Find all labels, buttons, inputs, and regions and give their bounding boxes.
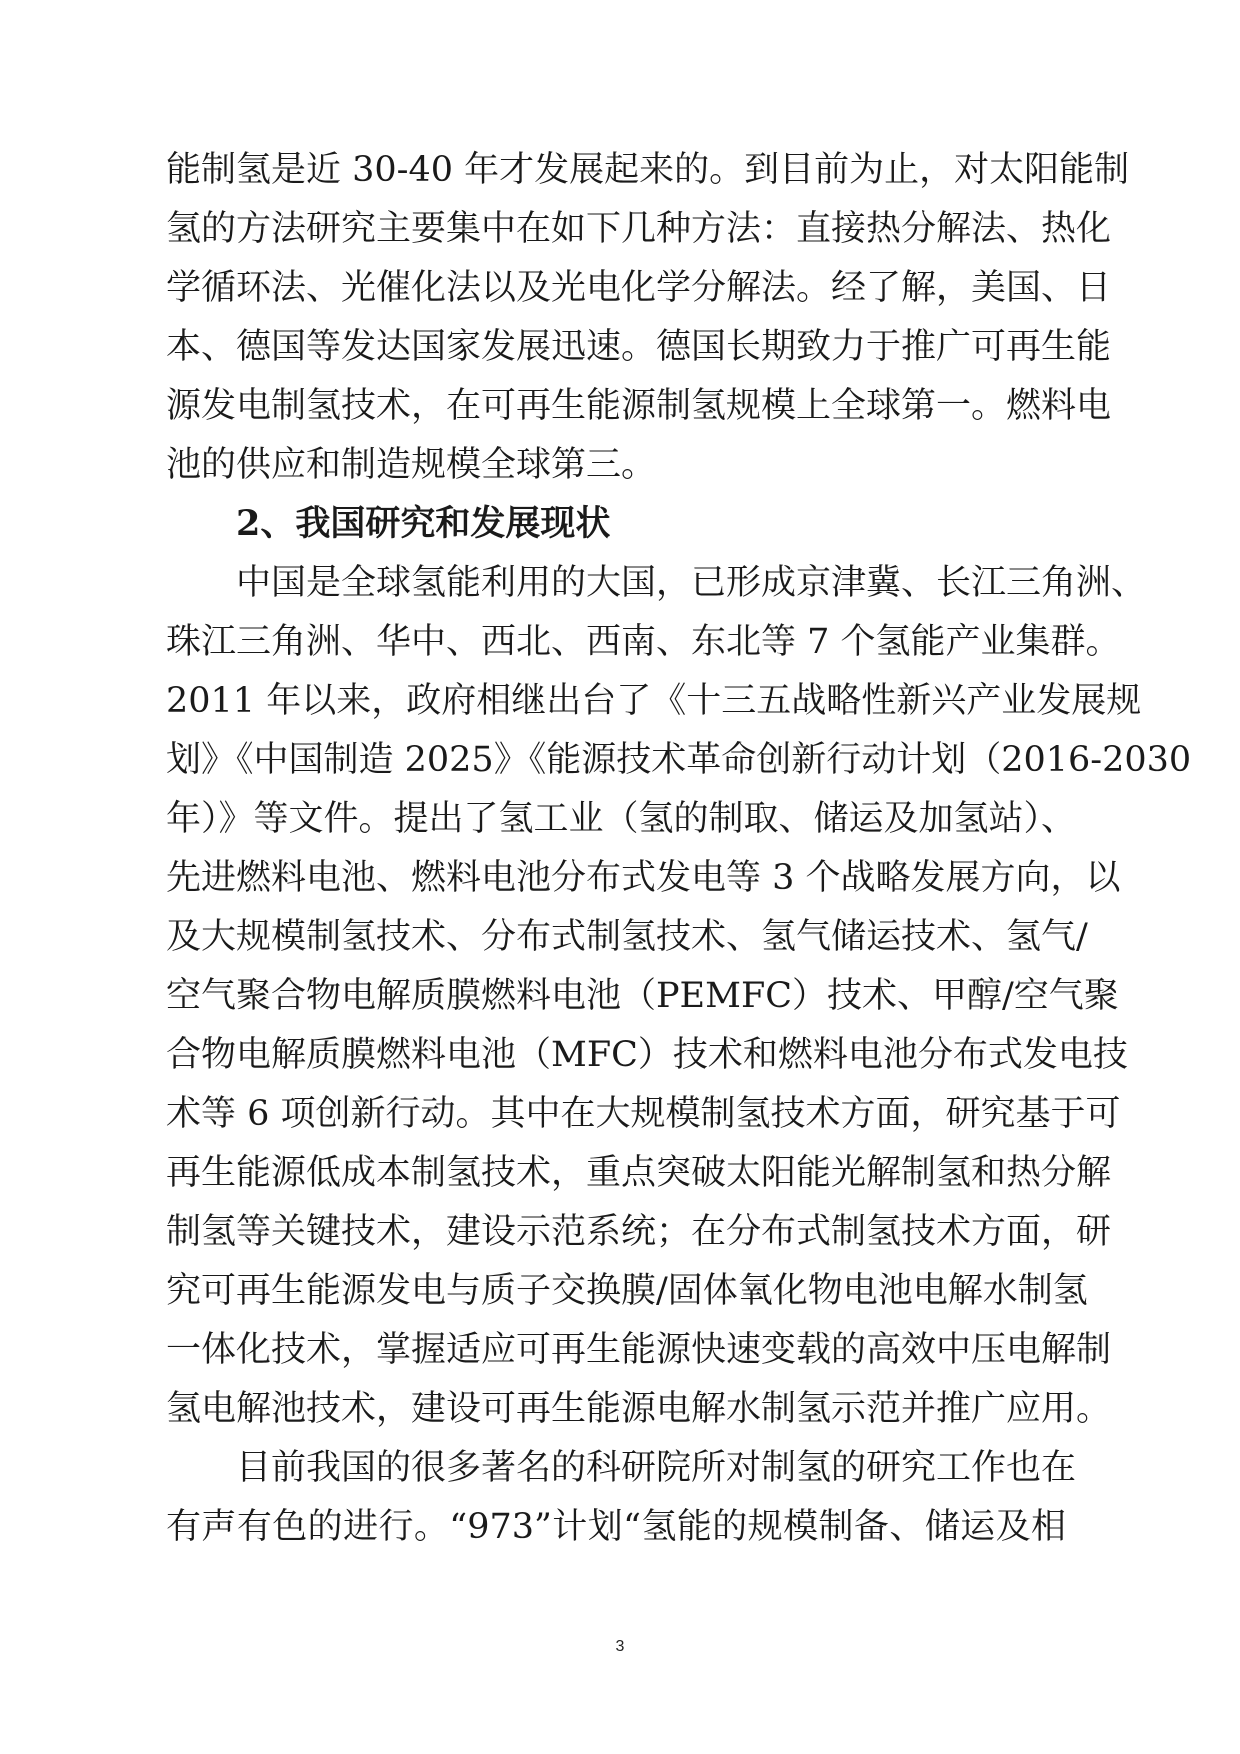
paragraph-3-line: 目前我国的很多著名的科研院所对制氢的研究工作也在: [236, 1448, 1077, 1488]
paragraph-2-line: 及大规模制氢技术、分布式制氢技术、氢气储运技术、氢气/: [166, 917, 1088, 957]
paragraph-2-line: 划》《中国制造 2025》《能源技术革命创新行动计划（2016-2030: [166, 740, 1192, 780]
paragraph-2-line: 制氢等关键技术，建设示范系统；在分布式制氢技术方面，研: [166, 1212, 1112, 1252]
paragraph-2-line: 珠江三角洲、华中、西北、西南、东北等 7 个氢能产业集群。: [166, 622, 1121, 662]
paragraph-1-line: 学循环法、光催化法以及光电化学分解法。经了解，美国、日: [166, 268, 1112, 308]
paragraph-2-line: 中国是全球氢能利用的大国，已形成京津冀、长江三角洲、: [236, 563, 1147, 603]
paragraph-1-line: 氢的方法研究主要集中在如下几种方法：直接热分解法、热化: [166, 209, 1112, 249]
paragraph-2-line: 年）》等文件。提出了氢工业（氢的制取、储运及加氢站）、: [166, 799, 1077, 839]
paragraph-1-line: 池的供应和制造规模全球第三。: [166, 445, 657, 485]
paragraph-2-line: 2011 年以来，政府相继出台了《十三五战略性新兴产业发展规: [166, 681, 1142, 721]
paragraph-1-line: 能制氢是近 30-40 年才发展起来的。到目前为止，对太阳能制: [166, 150, 1130, 190]
paragraph-1-line: 本、德国等发达国家发展迅速。德国长期致力于推广可再生能: [166, 327, 1112, 367]
paragraph-2-line: 合物电解质膜燃料电池（MFC）技术和燃料电池分布式发电技: [166, 1035, 1128, 1075]
section-heading: 2、我国研究和发展现状: [236, 503, 611, 544]
paragraph-2-line: 先进燃料电池、燃料电池分布式发电等 3 个战略发展方向，以: [166, 858, 1121, 898]
paragraph-1-line: 源发电制氢技术，在可再生能源制氢规模上全球第一。燃料电: [166, 386, 1112, 426]
paragraph-2-line: 空气聚合物电解质膜燃料电池（PEMFC）技术、甲醇/空气聚: [166, 976, 1119, 1016]
paragraph-3-line: 有声有色的进行。“973”计划“氢能的规模制备、储运及相: [166, 1507, 1066, 1547]
paragraph-2-line: 氢电解池技术，建设可再生能源电解水制氢示范并推广应用。: [166, 1389, 1112, 1429]
paragraph-2-line: 术等 6 项创新行动。其中在大规模制氢技术方面，研究基于可: [166, 1094, 1121, 1134]
paragraph-2-line: 再生能源低成本制氢技术，重点突破太阳能光解制氢和热分解: [166, 1153, 1112, 1193]
page-number: 3: [615, 1638, 625, 1655]
paragraph-2-line: 究可再生能源发电与质子交换膜/固体氧化物电池电解水制氢: [166, 1271, 1088, 1311]
paragraph-2-line: 一体化技术，掌握适应可再生能源快速变载的高效中压电解制: [166, 1330, 1112, 1370]
